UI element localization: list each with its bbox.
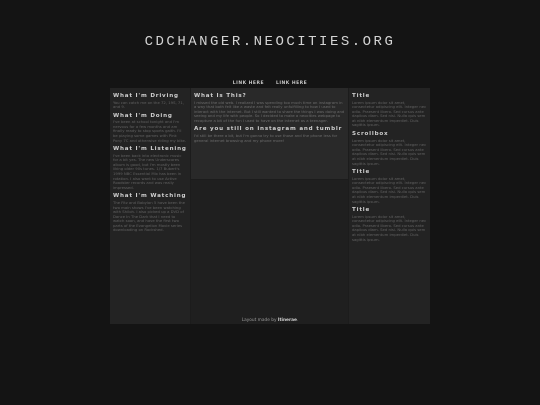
layout-container [110,88,430,324]
driving-section [110,88,190,238]
section-heading: What I'm Watching [113,193,187,200]
section-text: You can catch me on the 72, 19S, 71, and 9. [113,99,184,110]
section-text: I've been at school tonight and I'm nervous for a few months and am finally ready to stop sports gaith. I'll be playing some games with Pink Pony 7C and otherwise riding my bike. [113,119,187,143]
footer-author-link[interactable]: Itinerae [277,318,297,323]
right-column [349,88,430,324]
nav-link-2[interactable]: LINK HERE [275,81,308,86]
footer [0,318,540,323]
section-heading: Title [352,169,371,176]
nav-link-1[interactable]: LINK HERE [232,81,265,86]
left-column [110,88,190,324]
site-title: CDCHANGER.NEOCITIES.ORG [144,34,396,50]
scrollbox[interactable]: Lorem ipsum dolor sit amet, consectetur adipiscing elit. Integer nec odio. Praesent libero. Sed cursus ante dapibus diam. Sed nisi. Nulla quis sem at nibh elementum imperdiet. Duis sagittis ipsum. [352,137,427,166]
section-heading: Title [352,93,371,99]
footer-suffix: . [296,318,299,323]
section-text: The Fitz and Babylon 5 have been the two main shows I've been watching with Shiloh. I also picked up a DVD of Dance In The Dark that I need to watch soon, and have the first two parts of the Evangelion Movie series downloading on Rockshed. [113,199,185,233]
content-area [191,180,348,324]
section-text: I missed the old web. I realized I was spending too much time on instagram in a way that both felt like a waste and felt really unfulfilling to how I used to interact with the internet. But I still wanted to share the things I was doing and seeing and my life with people. So I decided to make a neocities webpage to recapture a bit of the fun I used to have on the internet as a teenager. [194,99,345,123]
section-heading: What I'm Doing [113,112,173,119]
section-text: Lorem ipsum dolor sit amet, consectetur adipiscing elit. Integer nec odio. Praesent libero. Sed cursus ante dapibus diam. Sed nisi. Nulla quis sem at nibh elementum imperdiet. Duis sagittis ipsum. [352,175,427,204]
section-heading: What I'm Driving [113,93,179,99]
section-heading: What I'm Listening [113,146,187,153]
section-text: Lorem ipsum dolor sit amet, consectetur adipiscing elit. Integer nec odio. Praesent libero. Sed cursus ante dapibus diam. Sed nisi. Nulla quis sem at nibh elementum imperdiet. Duis sagittis ipsum. [352,213,427,242]
nav-bar [0,81,540,86]
middle-column [191,88,348,324]
section-text: I'd still be there a bit, but I'm gonna try to use those and the phone less for general internet browsing and my phone more! [194,132,338,143]
section-text: I've been back into electronic music for a bit yes. The new Underscores album is good, but I'm mostly been liking older 90s tunes. 1/7 Bubert's 1999 NBC Essential Mix has been in rotation. I also want to use Active Roadster records and was really impressed. [113,152,182,190]
section-heading: Title [352,207,371,214]
section-text: Lorem ipsum dolor sit amet, consectetur adipiscing elit. Integer nec odio. Praesent libero. Sed cursus ante dapibus diam. Sed nisi. Nulla quis sem at nibh elementum imperdiet. Duis sagittis ipsum. [352,99,427,128]
scrollbox-heading: Scrollbox [352,131,389,138]
section-heading: What Is This? [194,93,247,99]
intro-box [191,88,348,179]
section-heading: Are you still on instagram and tumblr [194,126,343,133]
footer-prefix: Layout made by [241,318,278,323]
